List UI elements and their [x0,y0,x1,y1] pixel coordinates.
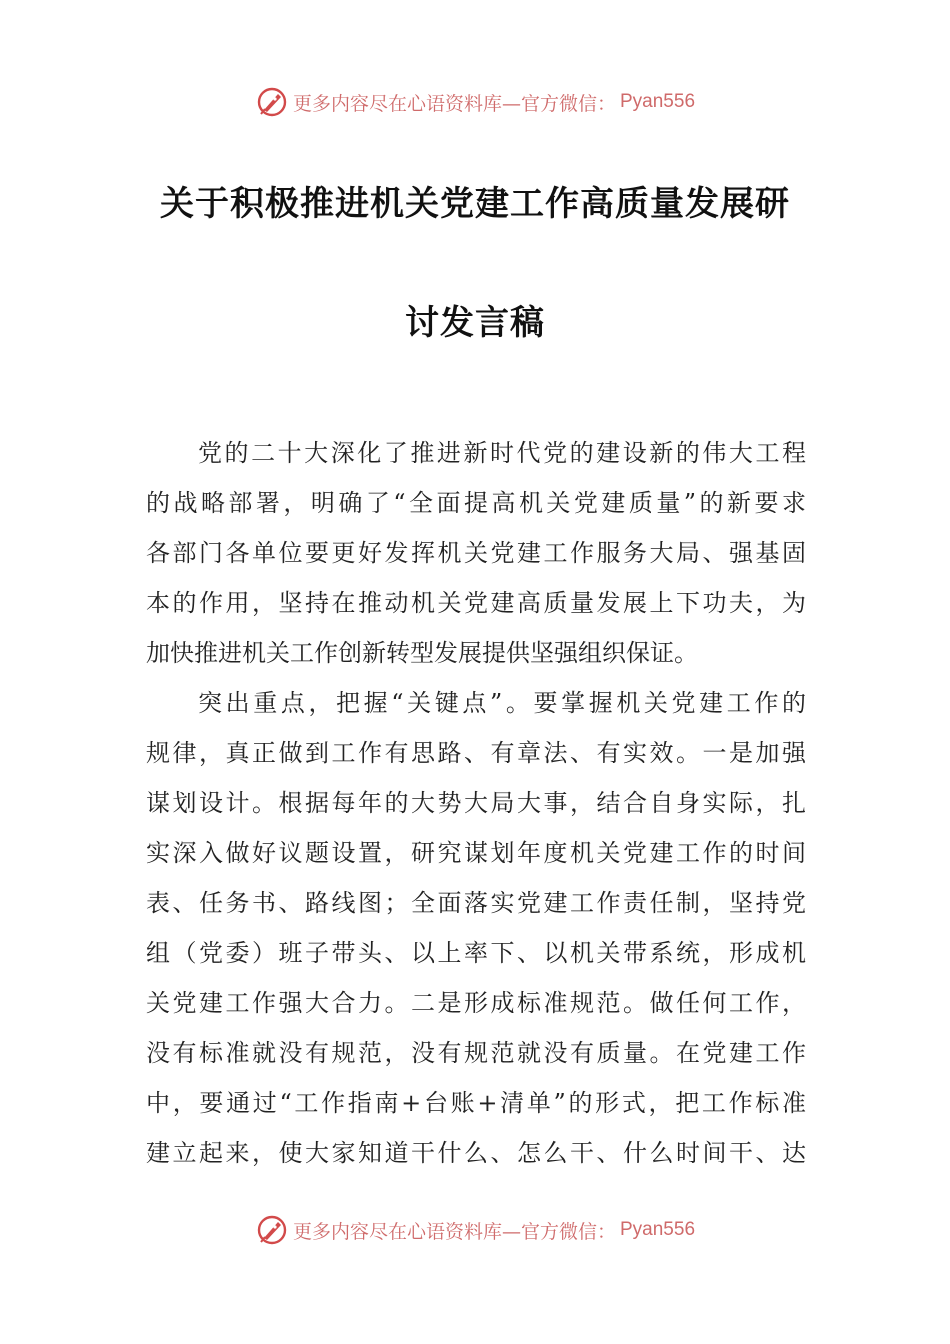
text-line: 加快推进机关工作创新转型发展提供坚强组织保证。 [146,639,698,667]
text-line: 组（党委）班子带头、以上率下、以机关带系统，形成机 [146,939,806,967]
document-title-line-1: 关于积极推进机关党建工作高质量发展研 [160,184,790,224]
watermark-text: 更多内容尽在心语资料库—官方微信： [292,1220,616,1243]
paragraph-2 [146,678,806,1178]
text-line: 突出重点，把握“关键点”。要掌握机关党建工作的 [198,689,806,717]
text-line: 的战略部署，明确了“全面提高机关党建质量”的新要求 [146,489,806,517]
watermark-handle: Pyan556 [620,91,696,112]
document-title-line-2: 讨发言稿 [405,303,545,343]
fountain-pen-logo-icon [255,1213,289,1247]
text-line: 表、任务书、路线图；全面落实党建工作责任制，坚持党 [146,889,806,917]
text-line: 党的二十大深化了推进新时代党的建设新的伟大工程 [198,439,806,467]
text-line: 各部门各单位要更好发挥机关党建工作服务大局、强基固 [146,539,806,567]
fountain-pen-logo-icon [255,85,289,119]
header-watermark [0,84,950,120]
text-line: 谋划设计。根据每年的大势大局大事，结合自身实际，扎 [146,789,806,817]
text-line: 关党建工作强大合力。二是形成标准规范。做任何工作， [146,989,806,1017]
text-line: 规律，真正做到工作有思路、有章法、有实效。一是加强 [146,739,806,767]
text-line: 中，要通过“工作指南+台账+清单”的形式，把工作标准 [146,1089,806,1117]
document-body [146,428,806,1178]
footer-watermark [0,1212,950,1248]
text-line: 没有标准就没有规范，没有规范就没有质量。在党建工作 [146,1039,806,1067]
text-line: 实深入做好议题设置，研究谋划年度机关党建工作的时间 [146,839,806,867]
text-line: 建立起来，使大家知道干什么、怎么干、什么时间干、达 [146,1139,806,1167]
watermark-text: 更多内容尽在心语资料库—官方微信： [292,92,616,115]
watermark-handle: Pyan556 [620,1219,696,1240]
paragraph-1 [146,428,806,678]
text-line: 本的作用，坚持在推动机关党建高质量发展上下功夫，为 [146,589,806,617]
